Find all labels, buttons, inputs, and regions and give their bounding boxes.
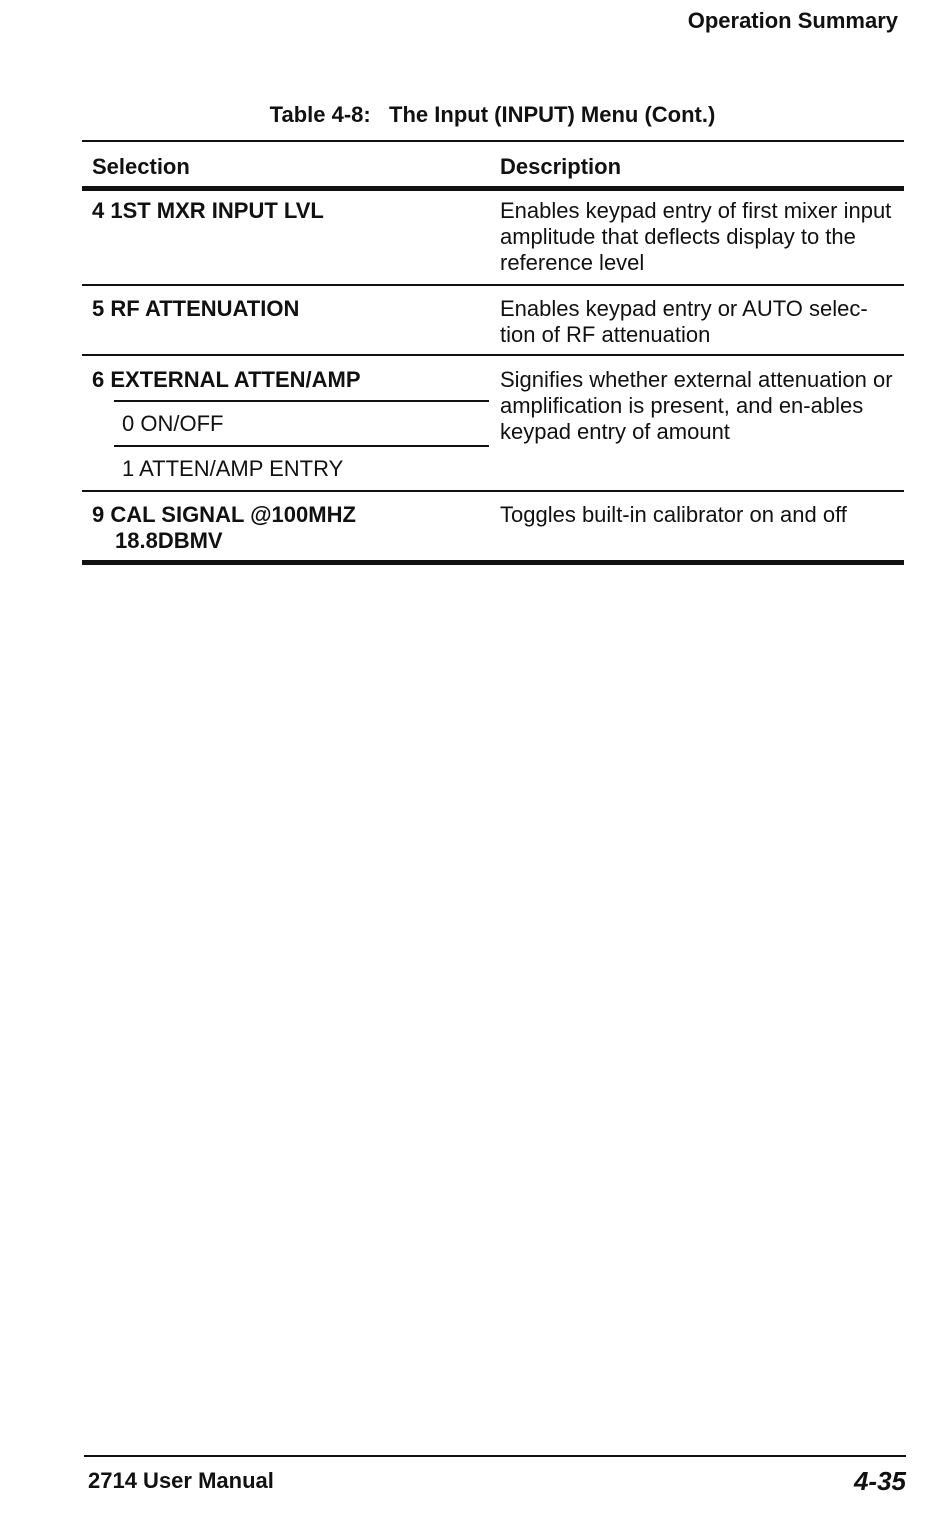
- row-2-description: Enables keypad entry or AUTO selec-tion of RF attenuation: [500, 296, 868, 347]
- column-header-description: Description: [500, 154, 622, 179]
- row-4-description: Toggles built-in calibrator on and off: [500, 502, 847, 527]
- row-2-selection: 5 RF ATTENUATION: [92, 296, 300, 321]
- row-rule: [82, 284, 904, 286]
- row-3-sub-item-2: 1 ATTEN/AMP ENTRY: [122, 456, 344, 481]
- row-1-description: Enables keypad entry of first mixer input amplitude that deflects display to the reference level: [500, 198, 892, 275]
- sub-item-rule: [114, 400, 489, 402]
- header-rule: [82, 186, 904, 191]
- sub-item-rule: [114, 445, 489, 447]
- section-title: Operation Summary: [687, 8, 898, 33]
- table-top-rule: [82, 140, 904, 142]
- row-4-selection-line-1: 9 CAL SIGNAL @100MHZ: [92, 502, 356, 527]
- column-header-selection: Selection: [92, 154, 190, 179]
- table-bottom-rule: [82, 560, 904, 565]
- row-3-selection: 6 EXTERNAL ATTEN/AMP: [92, 367, 361, 392]
- row-3-sub-item-1: 0 ON/OFF: [122, 411, 224, 436]
- table-caption: Table 4-8: The Input (INPUT) Menu (Cont.): [269, 102, 716, 127]
- manual-title: 2714 User Manual: [88, 1468, 274, 1493]
- row-4-selection-line-2: 18.8DBMV: [115, 528, 223, 553]
- page-number: 4-35: [853, 1466, 906, 1496]
- row-rule: [82, 354, 904, 356]
- row-1-selection: 4 1ST MXR INPUT LVL: [92, 198, 324, 223]
- row-rule: [82, 490, 904, 492]
- footer-rule: [84, 1455, 906, 1457]
- row-3-description: Signifies whether external attenuation or amplification is present, and en-ables keypad entry of amount: [500, 367, 893, 444]
